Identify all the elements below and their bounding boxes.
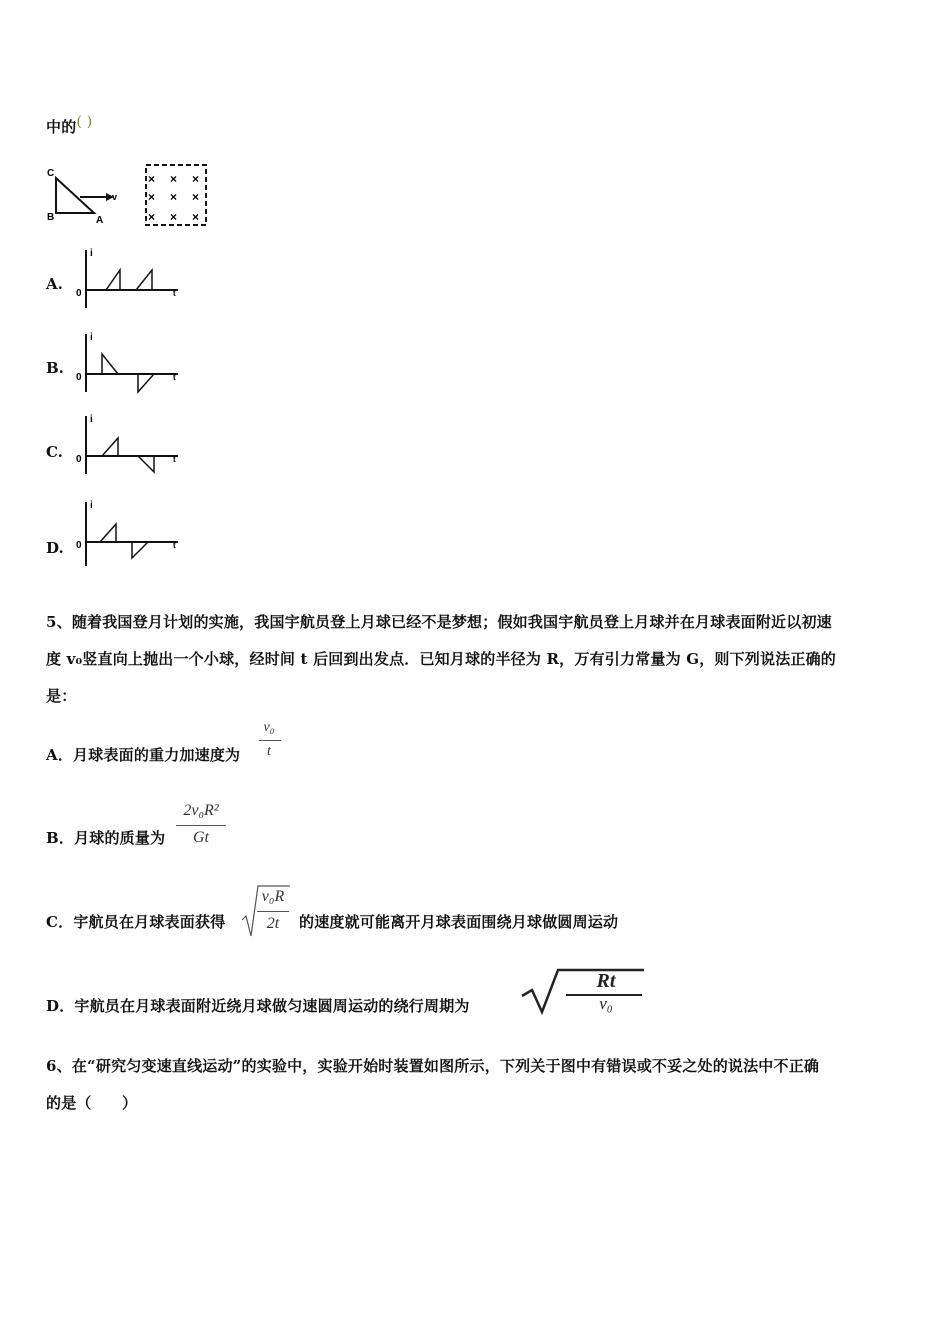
- triangle-loop: [56, 178, 94, 213]
- q5-option-b: B．月球的质量为: [46, 829, 166, 847]
- q4-option-a-label: A.: [46, 275, 63, 293]
- svg-text:0: 0: [76, 372, 82, 383]
- svg-text:i: i: [90, 500, 93, 511]
- svg-text:0: 0: [76, 288, 82, 299]
- q6-stem-line-2: 的是（ ）: [46, 1094, 138, 1112]
- q4-option-b-label: B.: [46, 359, 64, 377]
- q6-stem-line-1: 6、在“研究匀变速直线运动”的实验中，实验开始时装置如图所示，下列关于图中有错误或不妥之处的说法中不正确: [46, 1057, 820, 1075]
- q4-option-d-label: D.: [46, 539, 64, 557]
- svg-text:t: t: [173, 455, 176, 464]
- svg-text:×: ×: [192, 172, 200, 186]
- q5-c-numerator: v₀R: [261, 888, 285, 905]
- q4-option-c-label: C.: [46, 443, 63, 461]
- q5-a-denominator: t: [267, 744, 271, 759]
- svg-text:×: ×: [170, 210, 178, 224]
- graph-c-negative: [138, 456, 154, 472]
- svg-text:0: 0: [76, 540, 82, 551]
- svg-text:i: i: [90, 414, 93, 425]
- svg-text:×: ×: [170, 190, 178, 204]
- svg-text:×: ×: [170, 172, 178, 186]
- q4-lead-text: 中的( ): [46, 114, 93, 136]
- graph-b-positive: [102, 354, 118, 374]
- q5-d-numerator: Rt: [596, 970, 616, 992]
- q4-figure: [44, 160, 214, 232]
- graph-c-positive: [102, 438, 118, 456]
- q5-c-fraction-bar: [257, 911, 289, 912]
- q5-d-denominator: v₀: [599, 994, 613, 1013]
- label-a: A: [96, 215, 104, 226]
- graph-a: [72, 244, 182, 310]
- graph-b-negative: [138, 374, 154, 392]
- q5-b-numerator: 2v₀R²: [183, 802, 219, 819]
- q5-option-c: C．宇航员在月球表面获得: [46, 913, 226, 931]
- label-v: v: [112, 192, 118, 202]
- q5-option-a: A．月球表面的重力加速度为: [46, 746, 241, 764]
- svg-text:i: i: [90, 332, 93, 343]
- q5-option-d: D．宇航员在月球表面附近绕月球做匀速圆周运动的绕行周期为: [46, 997, 470, 1015]
- field-marks: [148, 172, 199, 224]
- graph-c: [72, 410, 182, 476]
- graph-d-positive: [100, 524, 116, 542]
- graph-a-pulse-2: [136, 270, 152, 290]
- graph-d-negative: [132, 542, 148, 558]
- graph-a-pulse-1: [106, 270, 120, 290]
- q5-b-denominator: Gt: [193, 829, 209, 846]
- graph-d: [72, 496, 182, 572]
- q5-b-fraction-bar: [176, 825, 226, 826]
- svg-text:t: t: [173, 541, 176, 550]
- q5-c-denominator: 2t: [266, 915, 280, 932]
- label-b: B: [47, 212, 55, 223]
- q5-a-fraction-bar: [259, 740, 281, 741]
- svg-text:×: ×: [148, 172, 156, 186]
- svg-text:×: ×: [148, 210, 156, 224]
- svg-text:×: ×: [192, 190, 200, 204]
- q5-stem-line-1: 5、随着我国登月计划的实施，我国宇航员登上月球已经不是梦想；假如我国宇航员登上月球并在月球表面附近以初速: [46, 613, 832, 631]
- svg-text:×: ×: [148, 190, 156, 204]
- svg-text:×: ×: [192, 210, 200, 224]
- svg-text:i: i: [90, 248, 93, 259]
- label-c: C: [47, 168, 55, 179]
- q5-stem-line-2: 度 v₀竖直向上抛出一个小球，经时间 t 后回到出发点．已知月球的半径为 R，万有引力常量为 G，则下列说法正确的: [46, 650, 837, 668]
- svg-text:t: t: [173, 289, 176, 298]
- answer-paren: ( ): [76, 114, 93, 130]
- svg-text:0: 0: [76, 454, 82, 465]
- q5-option-c-suffix: 的速度就可能离开月球表面围绕月球做圆周运动: [299, 913, 619, 931]
- q5-stem-line-3: 是：: [46, 687, 77, 705]
- svg-text:t: t: [173, 373, 176, 382]
- graph-b: [72, 328, 182, 394]
- q5-a-numerator: v₀: [263, 720, 275, 735]
